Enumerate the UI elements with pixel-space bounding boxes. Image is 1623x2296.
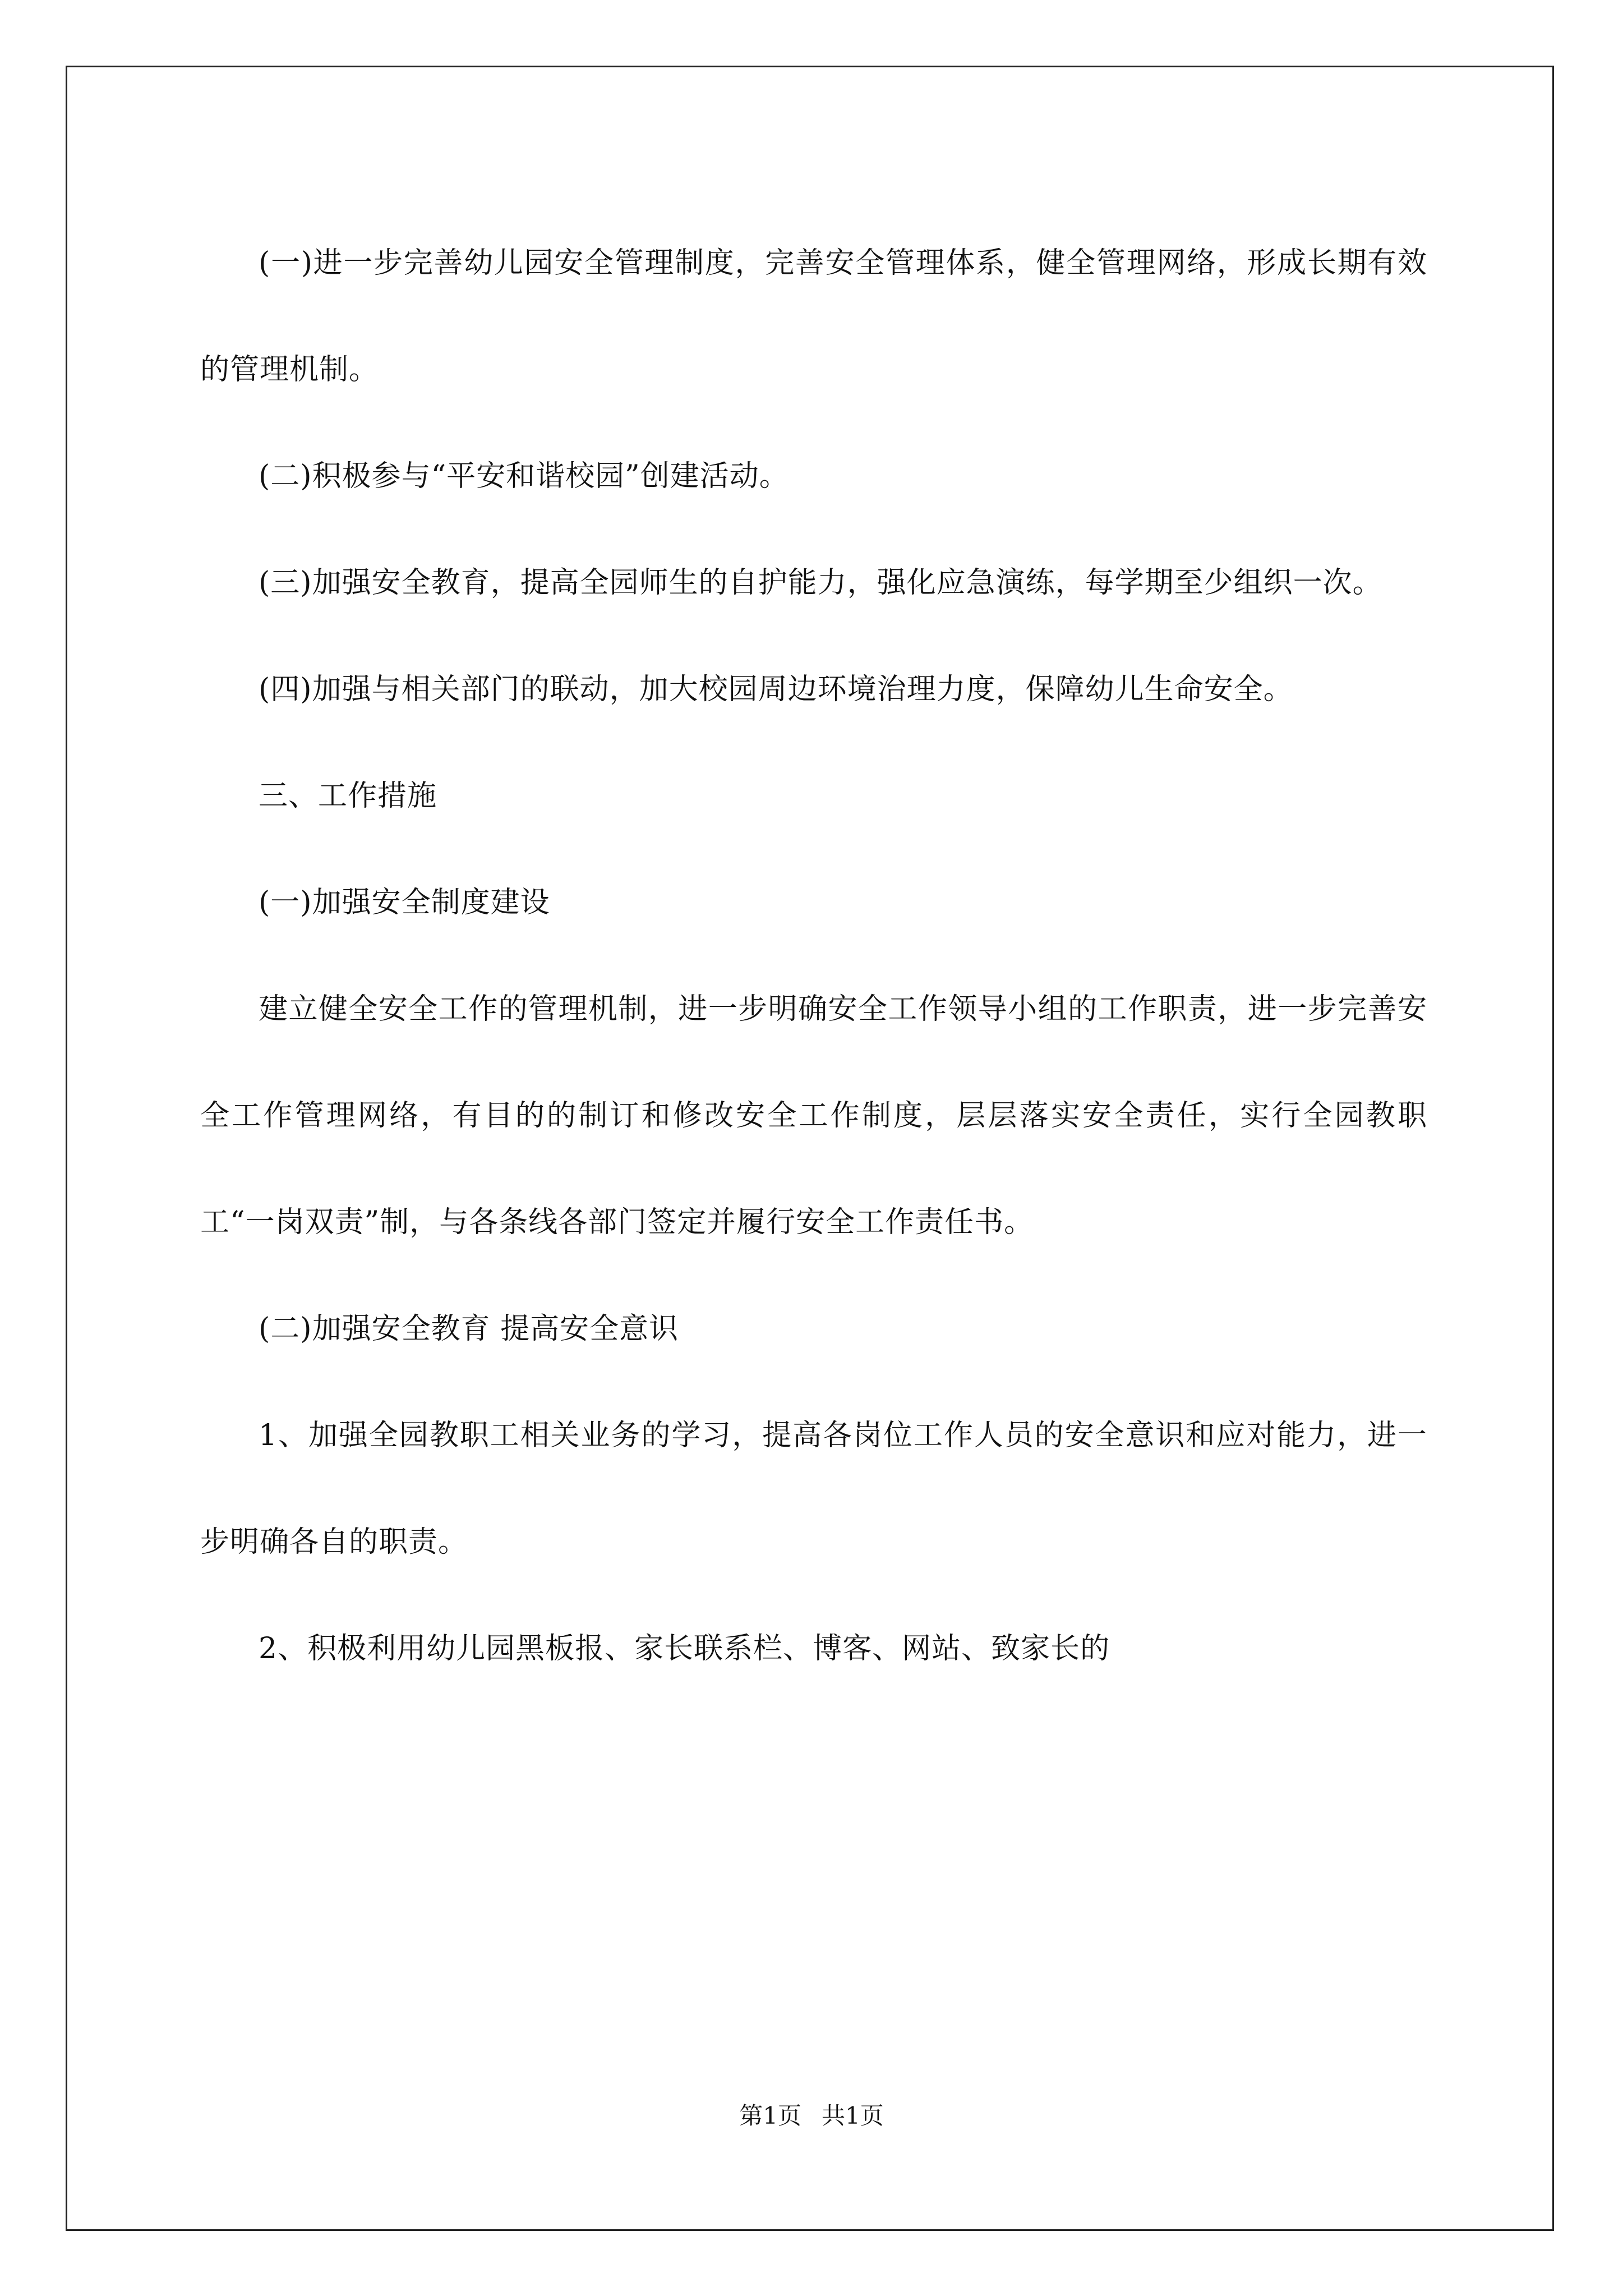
- paragraph-goal-3: (三)加强安全教育，提高全园师生的自护能力，强化应急演练，每学期至少组织一次。: [259, 566, 1382, 600]
- paragraph-goal-2: (二)积极参与“平安和谐校园”创建活动。: [259, 459, 789, 493]
- list-item-publicity-channels: 2、积极利用幼儿园黑板报、家长联系栏、博客、网站、致家长的: [259, 1632, 1110, 1665]
- page-number: 第1页: [739, 2102, 801, 2129]
- paragraph-safety-system: 建立健全安全工作的管理机制，进一步明确安全工作领导小组的工作职责，进一步完善安全工作管理网络，有目的的制订和修改安全工作制度，层层落实安全责任，实行全园教职工“一岗双责”制，与各条线各部门签定并履行安全工作责任书。: [200, 992, 1427, 1239]
- paragraph-goal-4: (四)加强与相关部门的联动，加大校园周边环境治理力度，保障幼儿生命安全。: [259, 673, 1293, 706]
- page-footer: [0, 2099, 1623, 2133]
- subheading-safety-system: (一)加强安全制度建设: [259, 886, 550, 919]
- section-heading-work-measures: 三、工作措施: [259, 779, 437, 813]
- page-count: 共1页: [822, 2102, 884, 2129]
- document-body: [200, 210, 1427, 1702]
- paragraph-goal-1: (一)进一步完善幼儿园安全管理制度，完善安全管理体系，健全管理网络，形成长期有效的管理机制。: [200, 246, 1427, 386]
- list-item-staff-training: 1、加强全园教职工相关业务的学习，提高各岗位工作人员的安全意识和应对能力，进一步明确各自的职责。: [200, 1419, 1427, 1559]
- subheading-safety-education: (二)加强安全教育 提高安全意识: [259, 1312, 679, 1346]
